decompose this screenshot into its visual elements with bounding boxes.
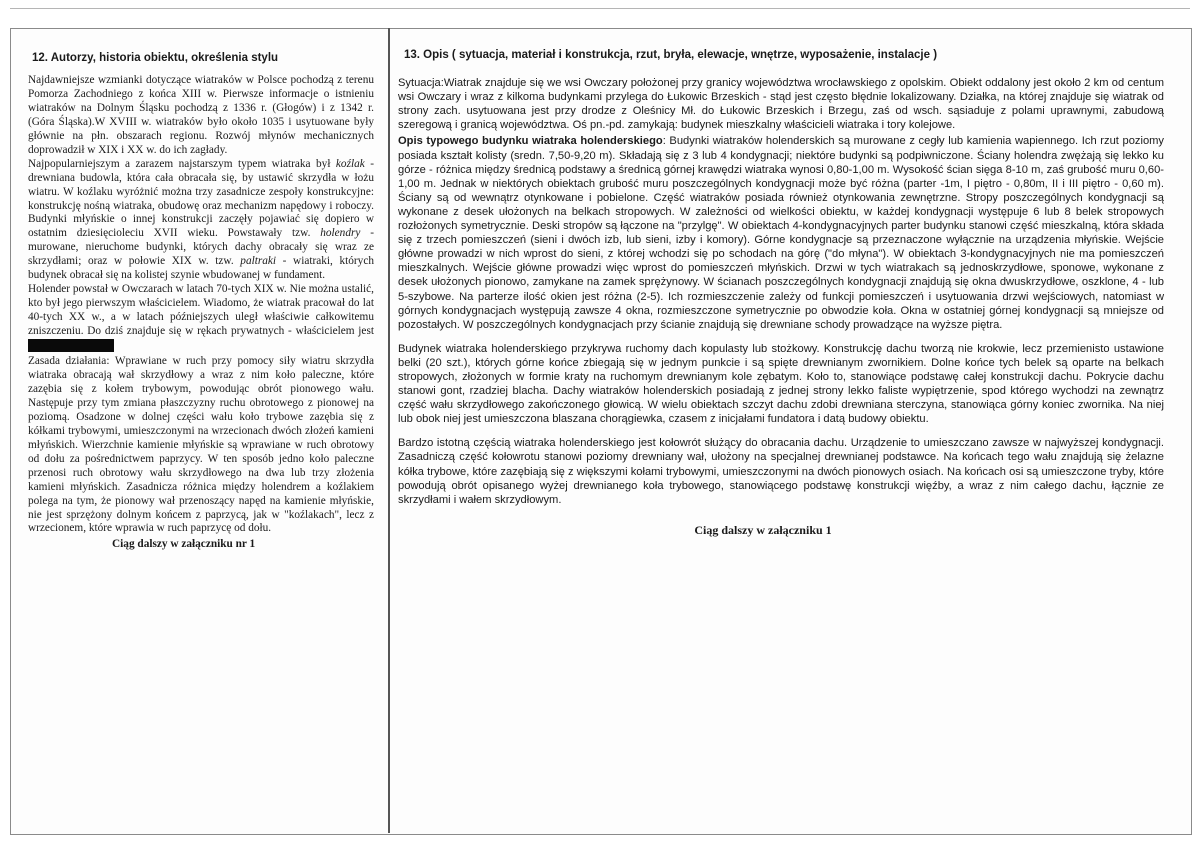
term-holendry: holendry xyxy=(320,227,361,240)
history-paragraph-2: Najpopularniejszym a zarazem najstarszym typem wiatraka był koźlak - drewniana budowla, która cała obracała się, by ustawić skrzydła w łożu wiatru. W koźlaku wyróżnić można trzy zasadnicze zespoły konstrukcyjne: konstrukcję nośną wiatraka, obudowę oraz mechanizm napędowy i roboczy. Budynki młyńskie o innej konstrukcji zaczęły pojawiać się dopiero w ostatnim dziesięcioleciu XVII wieku. Powstawały tzw. holendry - murowane, nieruchome budynki, których dachy obracały się wraz ze skrzydłami; oraz w połowie XIX w. tzw. paltraki - wiatraki, których budynek obracał się na kolistej szynie wbudowanej w fundament. xyxy=(28,157,374,282)
history-paragraph-1: Najdawniejsze wzmianki dotyczące wiatraków w Polsce pochodzą z terenu Pomorza Zachodniego z końca XIII w. Pierwsze informacje o istnieniu wiatraków na Dolnym Śląsku pochodzą z 1336 r. (Głogów) i z 1342 r. (Góra Śląska).W XVIII w. wiatraków było około 1035 i usytuowane były głównie na płn. obszarach regionu. Rozwój młynów mechanicznych doprowadził w XIX i XX w. do ich zagłady. xyxy=(28,73,374,156)
scan-top-line xyxy=(10,8,1190,9)
winch-paragraph: Bardzo istotną częścią wiatraka holenderskiego jest kołowrót służący do obracania dachu. Urządzenie to umieszczano zawsze w najwyższej kondygnacji. Zasadniczą część kołowrotu stanowi poziomy drewniany wał, ułożony na specjalnej drewnianej podstawce. Na końcach tego wału znajdują się żelazne kółka trybowe, które zazębiają się z większymi kołami trybowymi, umieszczonymi na dwóch pionowych osiach. Na końcach osi są umieszczone tryby, które powodują obrót opisanego wyżej drewnianego koła trybowego, stanowiącego podstawę konstrukcji więźby, a wraz z nim całego dachu, łącznie ze skrzydłami i wałem skrzydłowym. xyxy=(398,437,1164,506)
situation-paragraph: Sytuacja:Wiatrak znajduje się we wsi Owczary położonej przy granicy województwa wrocławskiego z opolskim. Obiekt oddalony jest około 2 km od centum wsi Owczary i wraz z kilkoma budynkami przylega do Łukowic Brzeskich - stąd jest często błędnie lokalizowany. Działka, na której znajduje się wiatrak od strony zach. usytuowana jest przy drodze z Oleśnicy Mł. do Łukowic Brzeskich i Brzegu, zaś od wsch. sąsiaduje z polami uprawnymi, zabudową szeregową i granicą województwa. Oś pn.-pd. zamykają: budynek mieszkalny właścicieli wiatraka i tory kolejowe. xyxy=(398,77,1164,132)
operating-principle-paragraph: Zasada działania: Wprawiane w ruch przy pomocy siły wiatru skrzydła wiatraka obracają wał skrzydłowy a wraz z nim koło paleczne, które zazębia się z kołem trybowym, powodując obrót pionowego wału. Następuje przy tym zmiana płaszczyzny ruchu obrotowego z pionowej na poziomą. Osadzone w dolnej części wału koło trybowe zazębia się z kółkami trybowymi, umieszczonymi na wrzecionach dwóch złożeń kamieni młyńskich. Wierzchnie kamienie młyńskie są wprawiane w ruch obrotowy od dołu za pośrednictwem paprzycy. W ten sposób jedno koło paleczne przenosi ruch obrotowy wału skrzydłowego na dwa lub trzy złożenia kamieni młyńskich. Zasadnicza różnica między holendrem a koźlakiem polega na tym, że pionowy wał przenoszący napęd na kamienie młyńskie, nie jest sprzężony dolnym końcem z paprzycą, jak w "koźlakach", lecz z wrzecionem, które wprawia w ruch paprzycę od dołu. xyxy=(28,355,374,535)
history-paragraph-3: Holender powstał w Owczarach w latach 70-tych XIX w. Nie można ustalić, kto był jego pierwszym właścicielem. Wiadomo, że wiatrak pracował do lat 40-tych XX w., a w latach późniejszych uległ właściwie całkowitemu zniszczeniu. Do dziś znajduje się w rękach prywatnych - właścicielem jest xyxy=(28,283,374,355)
term-paltraki: paltraki xyxy=(240,255,277,268)
redaction-bar xyxy=(28,339,114,352)
roof-paragraph: Budynek wiatraka holenderskiego przykrywa ruchomy dach kopulasty lub stożkowy. Konstrukcję dachu tworzą nie krokwie, lecz przemienisto ustawione belki (20 szt.), których górne końce zbiegają się w jednym punkcie i są spięte drewnianym zwornikiem. Dolne końce tych belek są oparte na belkach stropowych, złożonych w formie kraty na ruchomym drewnianym kole zębatym. Koło to, stanowiące podstawę całej konstrukcji dachu. Pokrycie dachu stanowi gont, rzadziej blacha. Dachy wiatraków holenderskich posiadają z jednej strony lekko faliste wypiętrzenie, spod którego wychodzi na zewnątrz część wału skrzydłowego zakończonego głowicą. W wielu obiektach szczyt dachu zdobi drewniana sterczyna, stanowiąca górny koniec zwornika. Na niej lub obok niej jest umieszczona blaszana chorągiewka, czasem z inicjałami fundatora i datą budowy obiektu. xyxy=(398,342,1164,426)
column-divider xyxy=(388,28,390,833)
term-koziak: koźlak xyxy=(335,157,365,170)
left-column xyxy=(28,52,374,552)
section-13-heading: 13. Opis ( sytuacja, materiał i konstrukcja, rzut, bryła, elewacje, wnętrze, wyposażenie, instalacje ) xyxy=(404,49,938,61)
right-column xyxy=(398,48,1164,537)
left-continuation-note: Ciąg dalszy w załączniku nr 1 xyxy=(112,538,256,551)
description-paragraph: Opis typowego budynku wiatraka holenderskiego: Budynki wiatraków holenderskich są murowane z cegły lub kamienia wapiennego. Ich rzut poziomy posiada kształt kolisty (sredn. 7,50-9,20 m). Składają się z 3 lub 4 kondygnacji; niektóre budynki są podpiwniczone. Ściany holendra zwężają się lekko ku górze - różnica między średnicą podstawy a średnicą górnej krawędzi wiatraka wynosi 0,80-1,00 m. Wysokość ścian sięga 8-10 m, zaś grubość muru 0,60-1,00 m. Jednak w niektórych obiektach grubość muru poszczególnych kondygnacji może być różna (parter -1m, I piętro - 0,80m, II i III piętro - 0,60 m). Ściany są od wewnątrz otynkowane i pobielone. Część wiatraków posiada również otynkowania zewnętrzne. Stropy poszczególnych kondygnacji są wykonane z desek ułożonych na belkach stropowych. W zależności od wielkości obiektu, w każdej kondygnacji występuje 6 lub 8 belek stropowych rozłożonych symetrycznie. Deski stropów są łączone na "przylgę". W obiektach 4-kondygnacyjnych parter budynku stanowi część mieszkalną, która składa się z trzech pomieszczeń (sieni i dwóch izb, lub sieni, izby i komory). Górne kondygnacje są przeznaczone wyłącznie na urządzenia młyńskie. Wejście główne prowadzi w nich wprost do sieni, z której wchodzi się po schodach na górę ("do młyna"). W obiektach 3-kondygnacyjnych nie ma pomieszczeń mieszkalnych. Wejście główne prowadzi więc wprost do pomieszczeń młyńskich. Drzwi w tych wiatrakach są jednoskrzydłowe, sponowe, wykonane z desek ułożonych pionowo, zamykane na zamek sprężynowy. W ścianach poszczególnych kondygnacji znajdują się okna dwuskrzydłowe, oszklone, 4 - lub 5-szybowe. Na parterze ilość okien jest różna (2-5). Ich rozmieszczenie zależy od funkcji pomieszczeń i usytuowania drzwi wejściowych, natomiast w górnych kondygnacjach występują zawsze 4 okna, rozmieszczone symetrycznie po obwodzie koła. Okna w ostatniej górnej kondygnacji są mniejsze od pozostałych. W poszczególnych kondygnacjach przy ścianie znajdują się drewniane schody prowadzące na wyższe piętra. xyxy=(398,135,1164,331)
section-12-heading: 12. Autorzy, historia obiektu, określenia stylu xyxy=(32,52,279,64)
right-continuation-note: Ciąg dalszy w załączniku 1 xyxy=(694,522,832,537)
